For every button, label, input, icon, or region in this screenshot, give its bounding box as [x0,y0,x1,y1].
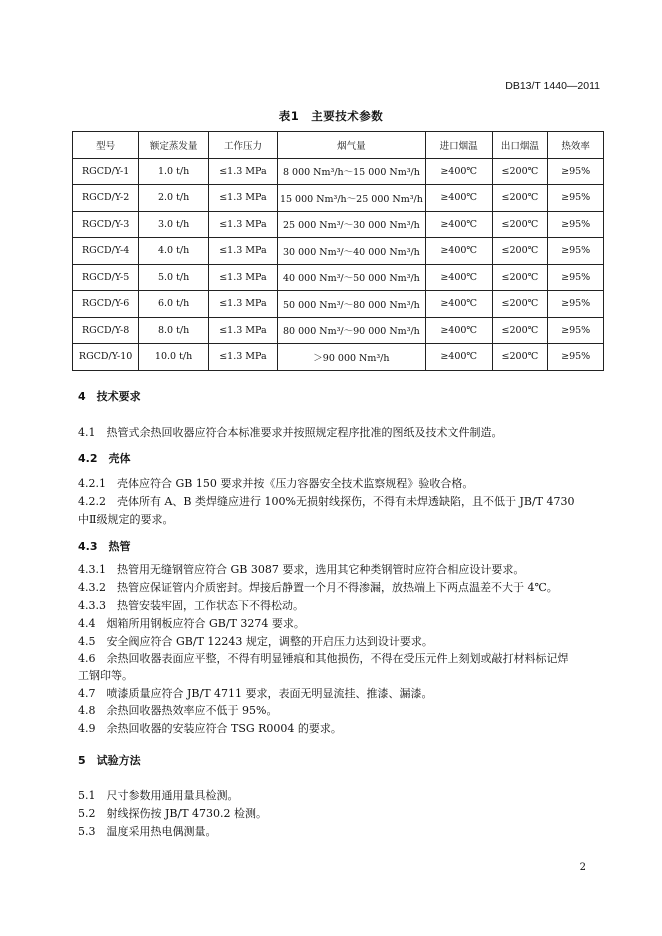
header-inlet-temp: 进口烟温 [425,132,492,159]
cell-gas-volume: 8 000 Nm³/h～15 000 Nm³/h [277,158,425,185]
cell-efficiency: ≥95% [548,211,604,238]
cell-pressure: ≤1.3 MPa [208,264,277,291]
section-4-2-heading: 4.2 壳体 [78,452,131,465]
cell-inlet-temp: ≥400℃ [425,264,492,291]
cell-model: RGCD/Y-6 [73,291,139,318]
cell-inlet-temp: ≥400℃ [425,344,492,371]
cell-gas-volume: 15 000 Nm³/h～25 000 Nm³/h [277,185,425,212]
clause-4-3-3: 4.3.3 热管安装牢固，工作状态下不得松动。 [78,599,304,612]
clause-4-4: 4.4 烟箱所用钢板应符合 GB/T 3274 要求。 [78,617,305,630]
cell-model: RGCD/Y-8 [73,317,139,344]
clause-4-2-1: 4.2.1 壳体应符合 GB 150 要求并按《压力容器安全技术监察规程》验收合格。 [78,477,474,490]
cell-evaporation: 1.0 t/h [139,158,209,185]
cell-evaporation: 8.0 t/h [139,317,209,344]
table-row [73,344,604,371]
cell-efficiency: ≥95% [548,291,604,318]
cell-model: RGCD/Y-10 [73,344,139,371]
cell-model: RGCD/Y-3 [73,211,139,238]
cell-efficiency: ≥95% [548,158,604,185]
header-outlet-temp: 出口烟温 [492,132,548,159]
cell-outlet-temp: ≤200℃ [492,185,548,212]
clause-4-6-line1: 4.6 余热回收器表面应平整，不得有明显锤痕和其他损伤，不得在受压元件上刻划或敲打材料标记焊 [78,652,569,665]
cell-gas-volume: 30 000 Nm³/～40 000 Nm³/h [277,238,425,265]
cell-pressure: ≤1.3 MPa [208,185,277,212]
document-id: DB13/T 1440—2011 [505,80,600,92]
cell-model: RGCD/Y-5 [73,264,139,291]
clause-5-2: 5.2 射线探伤按 JB/T 4730.2 检测。 [78,807,268,820]
cell-efficiency: ≥95% [548,185,604,212]
clause-4-6-line2: 工钢印等。 [78,669,133,682]
clause-4-2-2-line2: 中Ⅱ级规定的要求。 [78,513,174,526]
header-evaporation: 额定蒸发量 [139,132,209,159]
cell-model: RGCD/Y-1 [73,158,139,185]
table-row [73,211,604,238]
cell-inlet-temp: ≥400℃ [425,317,492,344]
table-header-row [73,132,604,159]
section-4-3-heading: 4.3 热管 [78,540,131,553]
clause-4-8: 4.8 余热回收器热效率应不低于 95%。 [78,704,278,717]
cell-evaporation: 10.0 t/h [139,344,209,371]
clause-4-3-2: 4.3.2 热管应保证管内介质密封。焊接后静置一个月不得渗漏，放热端上下两点温差不大于 4℃。 [78,581,558,594]
clause-4-9: 4.9 余热回收器的安装应符合 TSG R0004 的要求。 [78,722,342,735]
table-row [73,291,604,318]
cell-outlet-temp: ≤200℃ [492,291,548,318]
table-row [73,317,604,344]
parameters-table [72,131,604,371]
cell-outlet-temp: ≤200℃ [492,264,548,291]
table-row [73,238,604,265]
cell-model: RGCD/Y-4 [73,238,139,265]
clause-4-1: 4.1 热管式余热回收器应符合本标准要求并按照规定程序批准的图纸及技术文件制造。 [78,426,503,439]
header-gas-volume: 烟气量 [277,132,425,159]
cell-pressure: ≤1.3 MPa [208,238,277,265]
cell-inlet-temp: ≥400℃ [425,291,492,318]
cell-evaporation: 2.0 t/h [139,185,209,212]
section-5-heading: 5 试验方法 [78,754,141,767]
cell-efficiency: ≥95% [548,238,604,265]
cell-gas-volume: 80 000 Nm³/～90 000 Nm³/h [277,317,425,344]
cell-gas-volume: ＞90 000 Nm³/h [277,344,425,371]
cell-evaporation: 4.0 t/h [139,238,209,265]
cell-efficiency: ≥95% [548,344,604,371]
header-efficiency: 热效率 [548,132,604,159]
clause-4-2-2-line1: 4.2.2 壳体所有 A、B 类焊缝应进行 100%无损射线探伤，不得有未焊透缺陷，且不低于 JB/T 4730 [78,495,575,508]
cell-gas-volume: 25 000 Nm³/～30 000 Nm³/h [277,211,425,238]
cell-gas-volume: 40 000 Nm³/～50 000 Nm³/h [277,264,425,291]
table-row [73,158,604,185]
cell-outlet-temp: ≤200℃ [492,238,548,265]
header-model: 型号 [73,132,139,159]
cell-evaporation: 5.0 t/h [139,264,209,291]
cell-pressure: ≤1.3 MPa [208,317,277,344]
cell-inlet-temp: ≥400℃ [425,158,492,185]
cell-outlet-temp: ≤200℃ [492,344,548,371]
cell-pressure: ≤1.3 MPa [208,344,277,371]
cell-pressure: ≤1.3 MPa [208,211,277,238]
cell-outlet-temp: ≤200℃ [492,211,548,238]
clause-4-5: 4.5 安全阀应符合 GB/T 12243 规定，调整的开启压力达到设计要求。 [78,635,433,648]
header-pressure: 工作压力 [208,132,277,159]
cell-pressure: ≤1.3 MPa [208,158,277,185]
cell-evaporation: 3.0 t/h [139,211,209,238]
cell-evaporation: 6.0 t/h [139,291,209,318]
table-caption: 表1 主要技术参数 [278,109,384,123]
cell-model: RGCD/Y-2 [73,185,139,212]
cell-pressure: ≤1.3 MPa [208,291,277,318]
cell-inlet-temp: ≥400℃ [425,185,492,212]
cell-gas-volume: 50 000 Nm³/～80 000 Nm³/h [277,291,425,318]
page-number: 2 [579,862,586,873]
clause-4-7: 4.7 喷漆质量应符合 JB/T 4711 要求，表面无明显流挂、推漆、漏漆。 [78,687,433,700]
cell-efficiency: ≥95% [548,317,604,344]
section-4-heading: 4 技术要求 [78,390,141,403]
clause-5-3: 5.3 温度采用热电偶测量。 [78,825,217,838]
clause-5-1: 5.1 尺寸参数用通用量具检测。 [78,789,239,802]
table-row [73,185,604,212]
cell-outlet-temp: ≤200℃ [492,158,548,185]
clause-4-3-1: 4.3.1 热管用无缝钢管应符合 GB 3087 要求，选用其它种类钢管时应符合相应设计要求。 [78,563,525,576]
cell-inlet-temp: ≥400℃ [425,211,492,238]
cell-inlet-temp: ≥400℃ [425,238,492,265]
cell-outlet-temp: ≤200℃ [492,317,548,344]
cell-efficiency: ≥95% [548,264,604,291]
table-row [73,264,604,291]
